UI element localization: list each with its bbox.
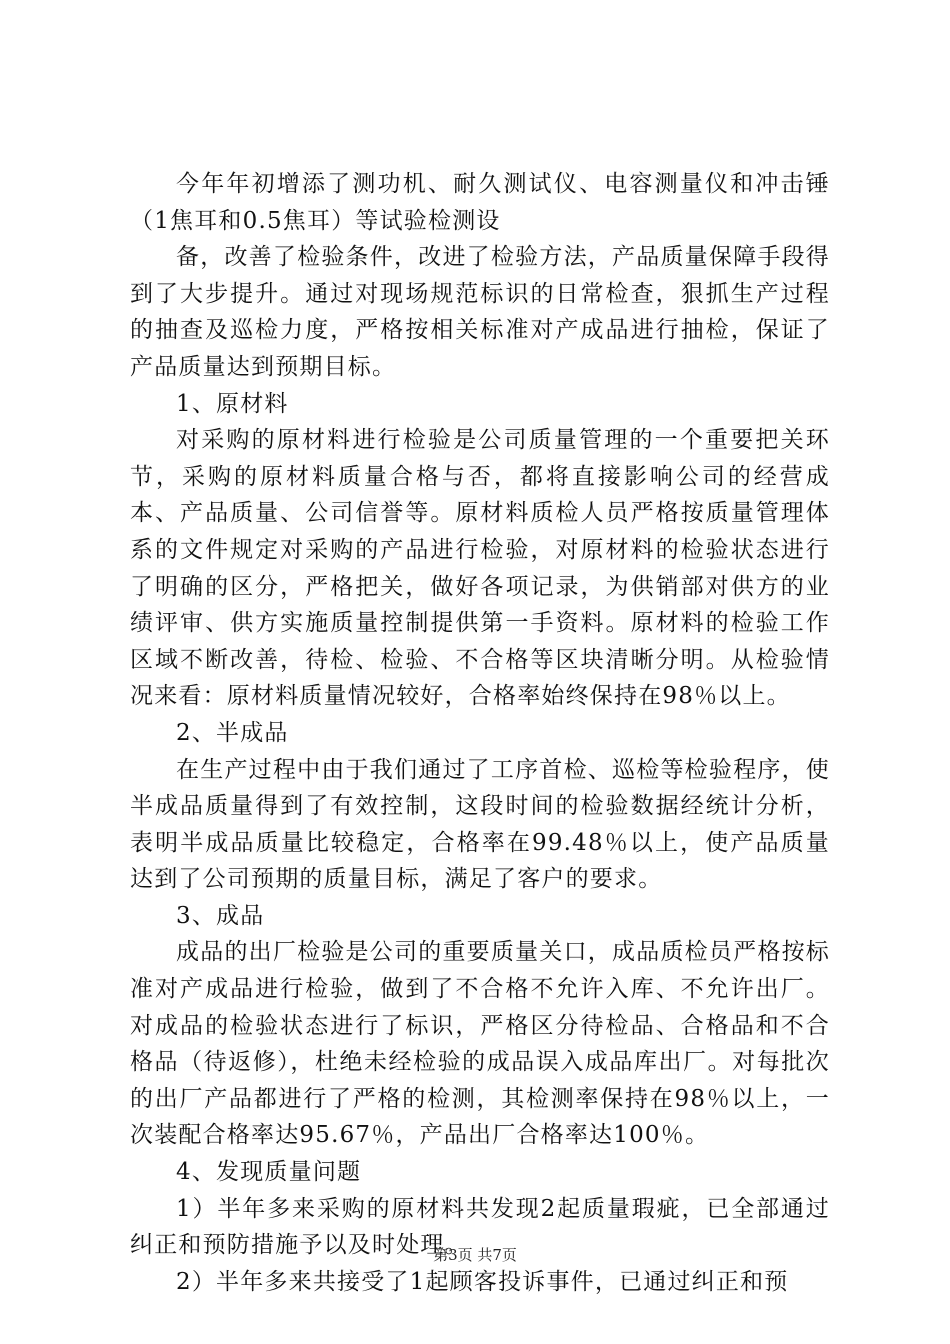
heading-finished-products: 3、成品 bbox=[176, 902, 265, 929]
paragraph-equipment-result: 备，改善了检验条件，改进了检验方法，产品质量保障手段得到了大步提升。通过对现场规范标识的日常检查，狠抓生产过程的抽查及巡检力度，严格按相关标准对产成品进行抽检，保证了产品质量达到预期目标。 bbox=[130, 244, 830, 380]
heading-quality-issues: 4、发现质量问题 bbox=[176, 1159, 362, 1186]
heading-raw-materials: 1、原材料 bbox=[176, 390, 289, 417]
paragraph-finished-products: 成品的出厂检验是公司的重要质量关口，成品质检员严格按标准对产成品进行检验，做到了不合格不允许入库、不允许出厂。对成品的检验状态进行了标识，严格区分待检品、合格品和不合格品（待返修），杜绝未经检验的成品误入成品库出厂。对每批次的出厂产品都进行了严格的检测，其检测率保持在98％以上，一次装配合格率达95.67％，产品出厂合格率达100％。 bbox=[130, 939, 830, 1149]
paragraph-issue-1: 1）半年多来采购的原材料共发现2起质量瑕疵，已全部通过纠正和预防措施予以及时处理。 bbox=[130, 1195, 830, 1259]
heading-semi-finished: 2、半成品 bbox=[176, 719, 289, 746]
paragraph-semi-finished: 在生产过程中由于我们通过了工序首检、巡检等检验程序，使半成品质量得到了有效控制，这段时间的检验数据经统计分析，表明半成品质量比较稳定，合格率在99.48％以上，使产品质量达到了公司预期的质量目标，满足了客户的要求。 bbox=[130, 756, 830, 893]
document-body bbox=[130, 166, 830, 1300]
page-number-footer: 第3页 共7页 bbox=[433, 1246, 517, 1264]
paragraph-equipment-intro: 今年年初增添了测功机、耐久测试仪、电容测量仪和冲击锤（1焦耳和0.5焦耳）等试验检测设 bbox=[130, 171, 830, 234]
paragraph-raw-materials: 对采购的原材料进行检验是公司质量管理的一个重要把关环节，采购的原材料质量合格与否，都将直接影响公司的经营成本、产品质量、公司信誉等。原材料质检人员严格按质量管理体系的文件规定对采购的产品进行检验，对原材料的检验状态进行了明确的区分，严格把关，做好各项记录，为供销部对供方的业绩评审、供方实施质量控制提供第一手资料。原材料的检验工作区域不断改善，待检、检验、不合格等区块清晰分明。从检验情况来看：原材料质量情况较好，合格率始终保持在98％以上。 bbox=[130, 427, 830, 710]
paragraph-issue-2: 2）半年多来共接受了1起顾客投诉事件，已通过纠正和预 bbox=[176, 1268, 789, 1295]
